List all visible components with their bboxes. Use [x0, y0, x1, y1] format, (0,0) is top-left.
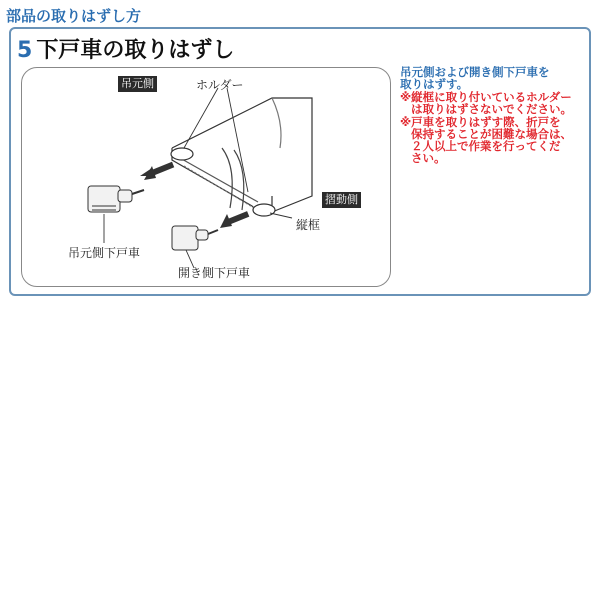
vertical-frame-drawing: [171, 98, 312, 216]
caution-line: ※縦框に取り付いているホルダー: [400, 90, 572, 104]
caution-line: ※戸車を取りはずす際、折戸を: [400, 115, 561, 129]
step-title: [17, 33, 234, 64]
hanging-side-tag: 吊元側: [118, 76, 157, 92]
caution-line: ２人以上で作業を行ってくだ: [411, 139, 561, 153]
caution-note-two-people: [400, 116, 586, 164]
instruction-notes: [400, 66, 586, 164]
step-number: 5: [17, 38, 33, 63]
caution-line: は取りはずさないでください。: [411, 102, 572, 116]
opening-side-roller-drawing: [172, 226, 218, 250]
intro-line: 取りはずす。: [400, 77, 469, 91]
hanging-roller-label: 吊元側下戸車: [68, 246, 141, 260]
caution-note-holder: [400, 91, 586, 115]
sliding-side-tag: 摺動側: [322, 192, 361, 208]
hanging-side-roller-drawing: [88, 186, 144, 212]
illustration-frame: [21, 67, 391, 287]
caution-line: 保持することが困難な場合は、: [411, 127, 572, 141]
section-header: 部品の取りはずし方: [6, 7, 142, 25]
opening-roller-label: 開き側下戸車: [178, 266, 251, 280]
vertical-frame-label: 縦框: [296, 218, 321, 232]
intro-note: [400, 66, 586, 90]
caution-line: さい。: [411, 151, 446, 165]
step-heading: 下戸車の取りはずし: [36, 38, 235, 63]
holder-label: ホルダー: [196, 78, 244, 92]
step-panel: [9, 27, 591, 296]
intro-line: 吊元側および開き側下戸車を: [400, 65, 550, 79]
